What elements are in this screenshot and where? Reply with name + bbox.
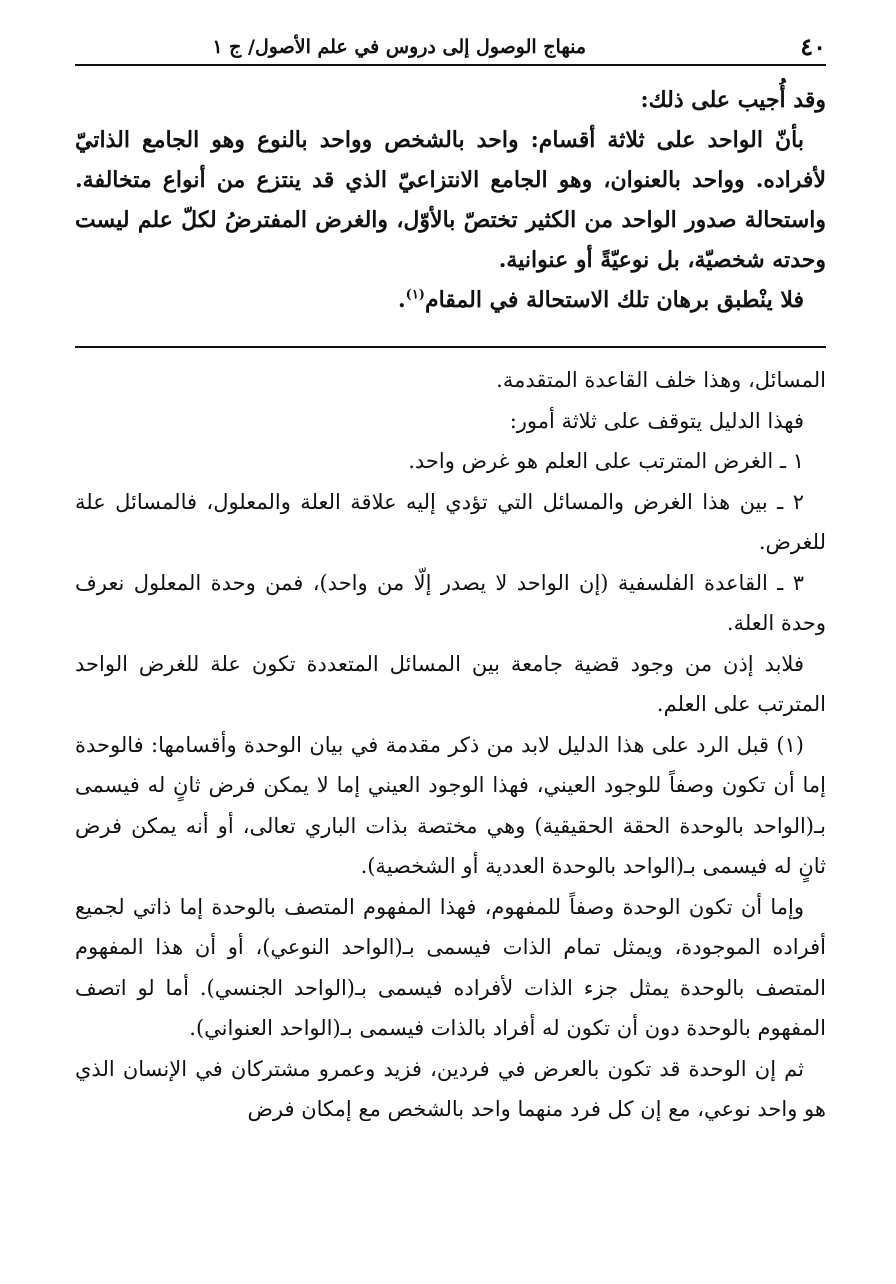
footnote-paragraph: ثم إن الوحدة قد تكون بالعرض في فردين، فزيد وعمرو مشتركان في الإنسان الذي هو واحد نوعي، مع إن كل فرد منهما واحد بالشخص مع إمكان فرض: [75, 1056, 826, 1121]
conclusion-text: فلا ينْطبق برهان تلك الاستحالة في المقام: [424, 287, 804, 313]
page-header: [75, 30, 826, 66]
main-text: [75, 360, 826, 1130]
page-number: ٤٠: [800, 32, 826, 61]
footnote-paragraph: (١) قبل الرد على هذا الدليل لابد من ذكر مقدمة في بيان الوحدة وأقسامها: فالوحدة إما أن تكون وصفاً للوجود العيني، فهذا الوجود العيني إما لا يمكن فرض ثانٍ له فيسمى بـ(الواحد بالوحدة الحقة الحقيقية) وهي مختصة بذات الباري تعالى، أو أنه يمكن فرض ثانٍ له فيسمى بـ(الواحد بالوحدة العددية أو الشخصية).: [75, 732, 826, 878]
section-rule: [75, 346, 826, 348]
conclusion-paragraph: فلا ينْطبق برهان تلك الاستحالة في المقام$^{(١)}$.: [397, 287, 804, 313]
lead-line: وقد أُجيب على ذلك:: [640, 87, 826, 113]
quoted-text-block: [75, 80, 826, 320]
list-item: ٣ ـ القاعدة الفلسفية (إن الواحد لا يصدر إلّا من واحد)، فمن وحدة المعلول نعرف وحدة العلة.: [75, 570, 826, 635]
paragraph: المسائل، وهذا خلف القاعدة المتقدمة.: [496, 368, 826, 392]
answer-paragraph: بأنّ الواحد على ثلاثة أقسام: واحد بالشخص وواحد بالنوع وهو الجامع الذاتيّ لأفراده. وواحد بالعنوان، وهو الجامع الانتزاعيّ الذي قد ينتزع من أنواع متخالفة. واستحالة صدور الواحد من الكثير تختصّ بالأوّل، والغرض المفترضُ لكلّ علم ليست وحدته شخصيّة، بل نوعيّةً أو عنوانية.: [75, 127, 826, 273]
footnote-reference: (١): [405, 287, 425, 303]
footnote-paragraph: وإما أن تكون الوحدة وصفاً للمفهوم، فهذا المفهوم المتصف بالوحدة إما ذاتي لجميع أفراده الموجودة، ويمثل تمام الذات فيسمى بـ(الواحد النوعي)، أو أن هذا المفهوم المتصف بالوحدة يمثل جزء الذات لأفراده فيسمى بـ(الواحد الجنسي). أما لو اتصف المفهوم بالوحدة دون أن تكون له أفراد بالذات فيسمى بـ(الواحد العنواني).: [75, 894, 826, 1040]
running-title: منهاج الوصول إلى دروس في علم الأصول/ ج ١: [212, 36, 586, 58]
paragraph: فلابد إذن من وجود قضية جامعة بين المسائل المتعددة تكون علة للغرض الواحد المترتب على العلم.: [75, 651, 826, 716]
paragraph: فهذا الدليل يتوقف على ثلاثة أمور:: [509, 408, 804, 433]
list-item: ١ ـ الغرض المترتب على العلم هو غرض واحد.: [408, 449, 804, 473]
list-item: ٢ ـ بين هذا الغرض والمسائل التي تؤدي إليه علاقة العلة والمعلول، فالمسائل علة للغرض.: [75, 489, 826, 554]
header-rule: [75, 64, 826, 66]
